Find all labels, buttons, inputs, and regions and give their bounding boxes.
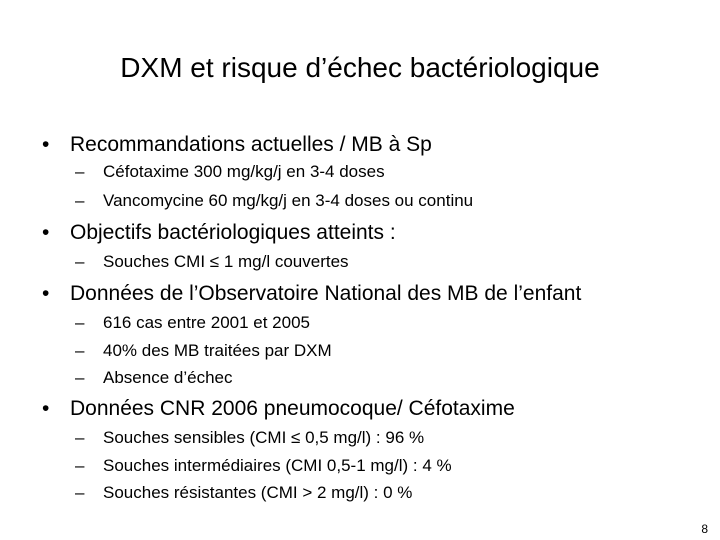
bullet-marker: • [42,221,50,244]
bullet-observatoire [42,280,581,308]
sub-item [75,426,424,450]
sub-marker: – [75,428,85,447]
sub-marker: – [75,252,85,271]
sub-item-text: Souches résistantes (CMI > 2 mg/l) : 0 % [103,483,413,502]
sub-item-text: Absence d’échec [103,368,233,387]
sub-item [75,481,412,505]
sub-item [75,189,473,213]
sub-marker: – [75,313,85,332]
bullet-cnr [42,395,515,423]
bullet-text: Données de l’Observatoire National des MB de l’enfant [70,282,582,305]
sub-marker: – [75,368,85,387]
sub-item-text: Vancomycine 60 mg/kg/j en 3-4 doses ou continu [103,191,474,210]
sub-item-text: 40% des MB traitées par DXM [103,341,332,360]
sub-item [75,339,332,363]
bullet-marker: • [42,282,50,305]
sub-item [75,160,385,184]
sub-item-text: Céfotaxime 300 mg/kg/j en 3-4 doses [103,162,385,181]
sub-marker: – [75,191,85,210]
sub-item-text: Souches intermédiaires (CMI 0,5-1 mg/l) : 4 % [103,456,452,475]
sub-item [75,250,349,274]
bullet-text: Données CNR 2006 pneumocoque/ Céfotaxime [70,397,515,420]
bullet-recommandations [42,131,432,159]
sub-marker: – [75,162,85,181]
sub-item-text: 616 cas entre 2001 et 2005 [103,313,310,332]
sub-marker: – [75,341,85,360]
bullet-text: Objectifs bactériologiques atteints : [70,221,396,244]
slide-title: DXM et risque d’échec bactériologique [120,52,600,83]
bullet-marker: • [42,133,50,156]
bullet-text: Recommandations actuelles / MB à Sp [70,133,432,156]
sub-item [75,454,452,478]
sub-item-text: Souches CMI ≤ 1 mg/l couvertes [103,252,349,271]
sub-item-text: Souches sensibles (CMI ≤ 0,5 mg/l) : 96 % [103,428,425,447]
sub-item [75,311,310,335]
page-number: 8 [701,522,708,536]
bullet-objectifs [42,219,396,247]
bullet-marker: • [42,397,50,420]
sub-marker: – [75,456,85,475]
sub-item [75,366,232,390]
sub-marker: – [75,483,85,502]
